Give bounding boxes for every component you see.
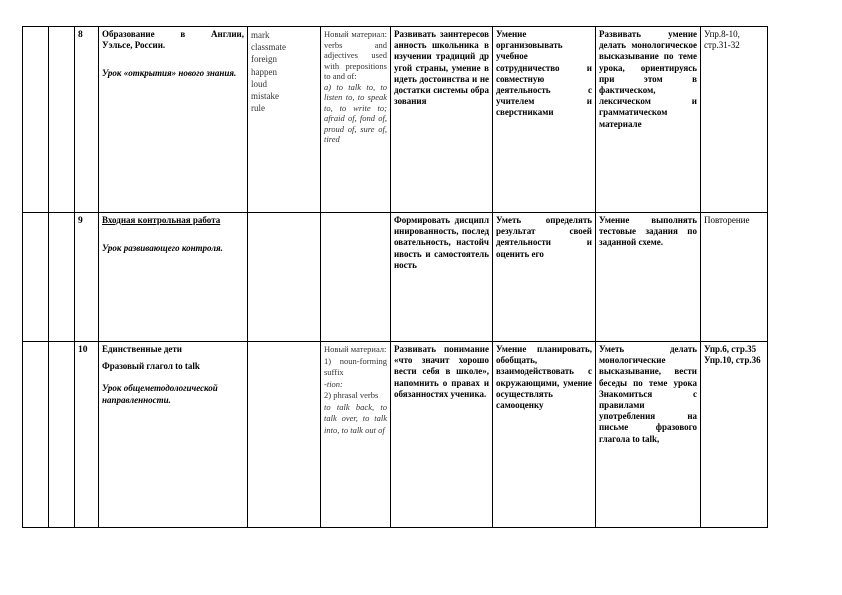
personal-results-cell: Развивать заинтересованность школьника в изучении традиций другой страны, умение видеть достоинства и недостатки системы образования: [391, 27, 493, 213]
empty-cell: [49, 342, 75, 528]
personal-results-cell: Развивать понимание «что значит хорошо вести себя в школе», напомнить о правах и обязанностях ученика.: [391, 342, 493, 528]
grammar-cell: Новый материал: 1) noun-forming suffix -tion: 2) phrasal verbs to talk back, to talk over, to talk into, to talk out of: [321, 342, 391, 528]
table-row: [23, 213, 768, 342]
grammar-cell: Новый материал: verbs and adjectives used with prepositions to and of: a) to talk to, to listen to, to speak to, to write to; afraid of, fond of, proud of, sure of, tired: [321, 27, 391, 213]
empty-cell: [49, 213, 75, 342]
topic-cell: [99, 342, 248, 528]
subject-results-cell: Умение выполнять тестовые задания по заданной схеме.: [596, 213, 701, 342]
homework-cell: Упр.8-10, стр.31-32: [701, 27, 768, 213]
table-row: [23, 27, 768, 213]
subject-results-cell: Развивать умение делать монологическое высказывание по теме урока, ориентируясь при этом в фактическом, лексическом и грамматическом материале: [596, 27, 701, 213]
grammar-cell: [321, 213, 391, 342]
topic-title: Единственные дети Фразовый глагол to talk: [102, 344, 200, 372]
metasubject-results-cell: Умение планировать, обобщать, взаимодействовать с окружающими, умение осуществлять самооценку: [493, 342, 596, 528]
lesson-number: 8: [75, 27, 99, 213]
homework-cell: Повторение: [701, 213, 768, 342]
lesson-type: Урок общеметодологической направленности.: [102, 383, 218, 405]
vocabulary-cell: [248, 213, 321, 342]
subject-results-cell: Уметь делать монологические высказывание, вести беседы по теме урока Знакомиться с правилами употребления на письме фразового глагола to talk,: [596, 342, 701, 528]
lesson-number: 9: [75, 213, 99, 342]
lesson-plan-table: [22, 26, 768, 528]
metasubject-results-cell: Умение организовывать учебное сотрудничество и совместную деятельность с учителем и сверстниками: [493, 27, 596, 213]
table-row: [23, 342, 768, 528]
metasubject-results-cell: Уметь определять результат своей деятельности и оценить его: [493, 213, 596, 342]
lesson-number: 10: [75, 342, 99, 528]
empty-cell: [23, 342, 49, 528]
personal-results-cell: Формировать дисциплинированность, последовательность, настойчивость и самостоятельность: [391, 213, 493, 342]
topic-title: Входная контрольная работа: [102, 215, 221, 225]
empty-cell: [49, 27, 75, 213]
homework-cell: Упр.6, стр.35 Упр.10, стр.36: [701, 342, 768, 528]
topic-title: Образование в Англии, Уэльсе, России.: [102, 29, 244, 51]
topic-cell: [99, 213, 248, 342]
empty-cell: [23, 213, 49, 342]
vocabulary-cell: [248, 342, 321, 528]
topic-cell: [99, 27, 248, 213]
empty-cell: [23, 27, 49, 213]
lesson-type: Урок «открытия» нового знания.: [102, 68, 237, 79]
lesson-type: Урок развивающего контроля.: [102, 243, 223, 254]
vocabulary-cell: mark classmate foreign happen loud mistake rule: [248, 27, 321, 213]
